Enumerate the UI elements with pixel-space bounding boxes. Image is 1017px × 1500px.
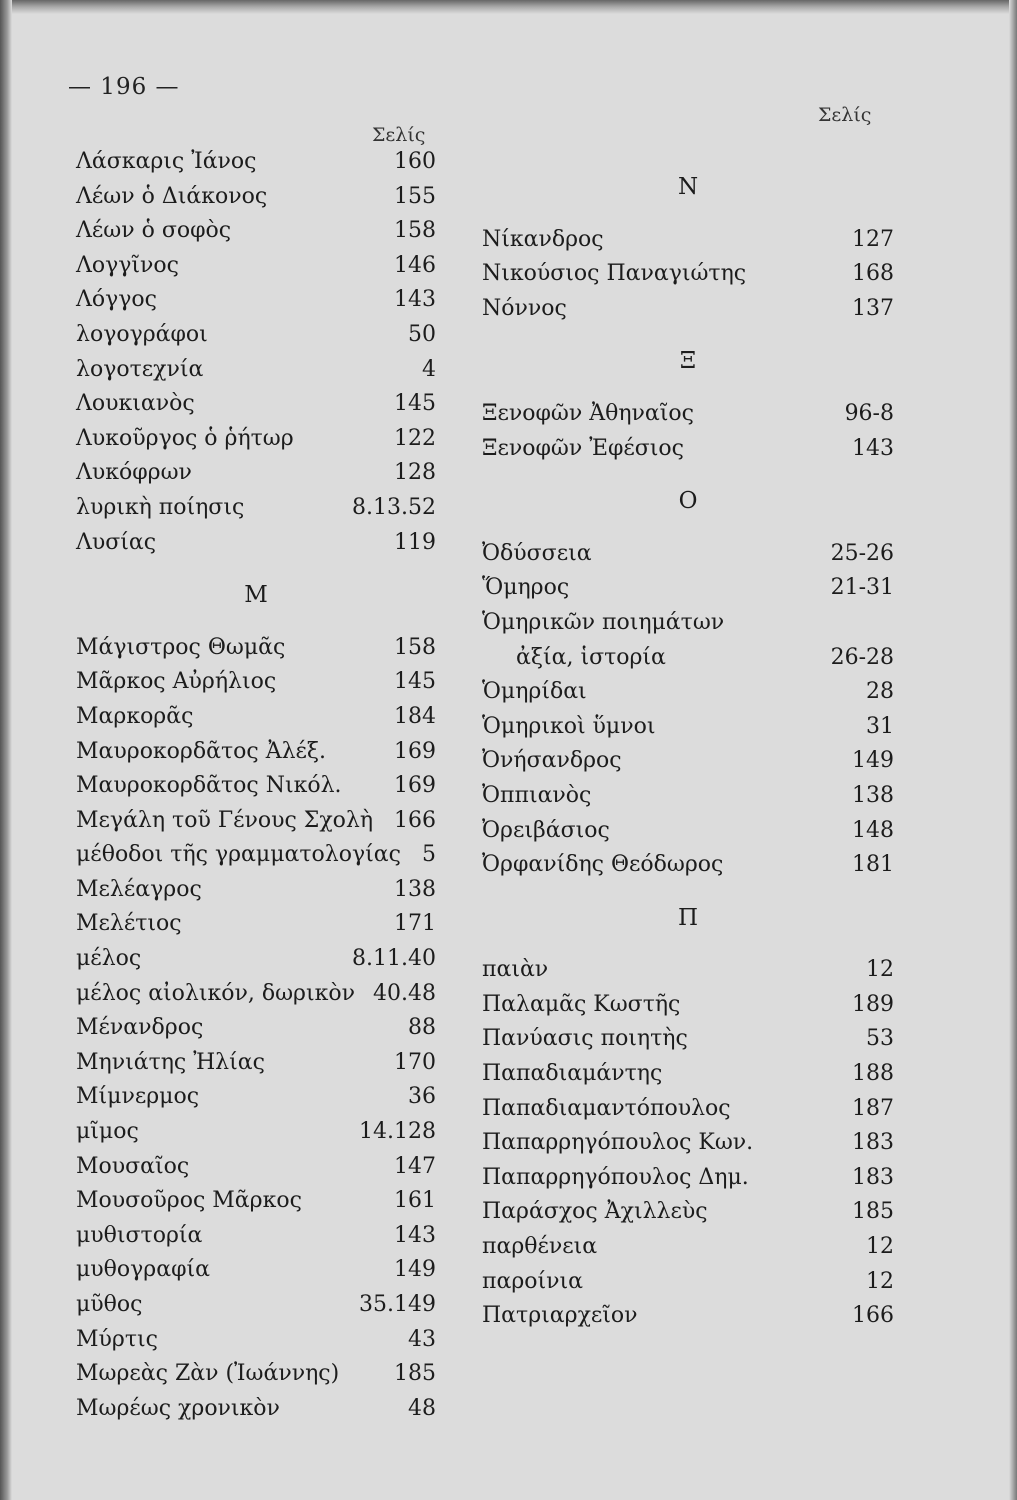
index-entry [76, 422, 436, 457]
entry-page: 35.149 [359, 1292, 436, 1317]
entry-page: 31 [866, 713, 894, 739]
entry-name: Ὀρειβάσιος [482, 817, 610, 843]
index-entry [76, 1357, 436, 1392]
index-entry [76, 1219, 436, 1254]
entry-page: 189 [852, 991, 894, 1017]
index-entry [482, 397, 894, 432]
index-right-column [482, 170, 894, 1334]
index-entry [76, 1115, 436, 1150]
entry-page: 12 [866, 1234, 894, 1260]
entry-page: 50 [408, 321, 436, 347]
entry-name: Μάγιστρος Θωμᾶς [76, 634, 286, 660]
entry-name: Ξενοφῶν Ἐφέσιος [482, 435, 684, 461]
index-entry [482, 606, 894, 641]
index-entry [482, 1161, 894, 1196]
entry-name: μέθοδοι τῆς γραμματολογίας [76, 842, 401, 868]
page-number: — 196 — [68, 74, 180, 100]
entry-name: Λάσκαρις Ἰάνος [76, 149, 257, 174]
entry-page: 12 [866, 1268, 894, 1294]
entry-name: Παπαρρηγόπουλος Κων. [482, 1130, 754, 1156]
entry-page: 119 [394, 529, 436, 555]
entry-name: Παλαμᾶς Κωστῆς [482, 991, 681, 1017]
entry-page: 53 [866, 1026, 894, 1052]
entry-name: Παράσχος Ἀχιλλεὺς [482, 1199, 708, 1225]
entry-name: μῖμος [76, 1119, 139, 1145]
index-entry [482, 1299, 894, 1334]
entry-name: Νόννος [482, 295, 567, 321]
entry-name: Μωρεὰς Ζὰν (Ἰωάννης) [76, 1361, 340, 1387]
index-entry [76, 942, 436, 977]
index-entry [482, 675, 894, 710]
entry-page: 168 [852, 261, 894, 287]
index-entry [76, 977, 436, 1012]
index-entry [76, 1011, 436, 1046]
entry-name: Νίκανδρος [482, 226, 604, 252]
index-entry [76, 180, 436, 215]
index-entry [482, 988, 894, 1023]
entry-page: 166 [394, 807, 436, 833]
index-entry [76, 769, 436, 804]
entry-name: Ὀππιανὸς [482, 782, 592, 808]
entry-page: 143 [852, 435, 894, 461]
entry-name: Μωρέως χρονικὸν [76, 1395, 280, 1421]
entry-name: Ὀρφανίδης Θεόδωρος [482, 852, 724, 878]
right-column-header: Σελίς [818, 104, 872, 126]
index-entry [76, 145, 436, 180]
entry-page: 21-31 [830, 575, 894, 601]
index-entry [76, 353, 436, 388]
page-edge-left [0, 0, 12, 1500]
section-m [76, 631, 436, 1427]
letter-heading-x: Ξ [679, 348, 697, 375]
index-entry [76, 491, 436, 526]
entry-page: 4 [422, 356, 436, 382]
entry-page: 145 [394, 391, 436, 417]
index-entry [482, 1230, 894, 1265]
index-entry [482, 848, 894, 883]
index-entry [482, 1195, 894, 1230]
entry-name: λογογράφοι [76, 321, 208, 347]
entry-page: 138 [394, 876, 436, 902]
entry-name: παρθένεια [482, 1234, 598, 1260]
section-n [482, 223, 894, 327]
entry-page: 188 [852, 1061, 894, 1087]
index-entry [76, 318, 436, 353]
entry-name: Μαυροκορδᾶτος Νικόλ. [76, 773, 342, 799]
entry-name: Πατριαρχεῖον [482, 1303, 638, 1329]
index-entry [76, 1253, 436, 1288]
index-entry [482, 257, 894, 292]
entry-page: 187 [852, 1095, 894, 1121]
entry-name: Παπαδιαμαντόπουλος [482, 1095, 731, 1121]
entry-name: Μᾶρκος Αὐρήλιος [76, 669, 277, 695]
entry-page: 145 [394, 669, 436, 695]
entry-page: 161 [394, 1188, 436, 1214]
section-o [482, 537, 894, 883]
entry-page: 158 [394, 218, 436, 244]
entry-name: ἀξία, ἱστορία [516, 644, 666, 670]
index-entry [76, 387, 436, 422]
entry-page: 43 [408, 1326, 436, 1352]
entry-name: Μαυροκορδᾶτος Ἀλέξ. [76, 738, 327, 764]
index-entry [76, 1080, 436, 1115]
entry-page: 28 [866, 679, 894, 705]
index-entry [482, 1265, 894, 1300]
entry-page: 185 [394, 1361, 436, 1387]
letter-heading-o: Ο [678, 488, 698, 515]
index-entry [76, 214, 436, 249]
entry-page: 146 [394, 252, 436, 278]
entry-name: Νικούσιος Παναγιώτης [482, 261, 747, 287]
entry-page: 149 [852, 748, 894, 774]
entry-name: Λουκιανὸς [76, 391, 195, 417]
index-entry [76, 700, 436, 735]
entry-page: 185 [852, 1199, 894, 1225]
index-entry [482, 432, 894, 467]
entry-page: 183 [852, 1164, 894, 1190]
entry-page: 169 [394, 738, 436, 764]
entry-name: Λυκοῦργος ὁ ῥήτωρ [76, 425, 294, 451]
index-entry [482, 1057, 894, 1092]
index-entry [76, 456, 436, 491]
entry-page: 40.48 [373, 980, 436, 1006]
entry-name: Πανύασις ποιητὴς [482, 1026, 688, 1052]
index-entry [482, 1022, 894, 1057]
page-edge-top [0, 0, 1017, 14]
entry-name: Μουσαῖος [76, 1153, 190, 1179]
entry-name: μυθογραφία [76, 1257, 210, 1283]
entry-name: Λυκόφρων [76, 460, 192, 486]
entry-name: Λόγγος [76, 287, 157, 313]
entry-page: 143 [394, 287, 436, 313]
index-entry [76, 249, 436, 284]
letter-heading-m: Μ [244, 582, 268, 609]
section-x [482, 397, 894, 466]
entry-page: 171 [394, 911, 436, 937]
entry-page: 181 [852, 852, 894, 878]
entry-page: 25-26 [830, 540, 894, 566]
index-entry [76, 1323, 436, 1358]
entry-name: Μεγάλη τοῦ Γένους Σχολὴ [76, 807, 374, 833]
entry-name: λυρικὴ ποίησις [76, 494, 245, 520]
entry-page: 12 [866, 957, 894, 983]
entry-page: 184 [394, 703, 436, 729]
index-entry [482, 1092, 894, 1127]
entry-page: 169 [394, 773, 436, 799]
entry-page: 8.11.40 [352, 946, 436, 972]
index-left-column [76, 145, 436, 1426]
index-entry [76, 1288, 436, 1323]
entry-name: Μένανδρος [76, 1015, 204, 1041]
entry-page: 147 [394, 1153, 436, 1179]
index-entry [76, 804, 436, 839]
entry-page: 96-8 [844, 400, 894, 426]
entry-page: 158 [394, 634, 436, 660]
entry-page: 48 [408, 1395, 436, 1421]
index-entry [482, 641, 894, 676]
entry-name: μέλος αἰολικόν, δωρικὸν [76, 980, 355, 1006]
index-entry [76, 1184, 436, 1219]
entry-name: Λέων ὁ Διάκονος [76, 183, 268, 209]
section-l [76, 145, 436, 560]
entry-name: Μουσοῦρος Μᾶρκος [76, 1188, 302, 1214]
entry-name: Μελέαγρος [76, 876, 202, 902]
entry-name: Παπαδιαμάντης [482, 1061, 663, 1087]
entry-page: 155 [394, 183, 436, 209]
index-entry [482, 223, 894, 258]
entry-name: Ὀδύσσεια [482, 540, 592, 566]
entry-page: 8.13.52 [352, 494, 436, 520]
index-entry [482, 537, 894, 572]
entry-name: Μαρκορᾶς [76, 703, 194, 729]
entry-name: λογοτεχνία [76, 356, 204, 382]
letter-heading-p: Π [677, 904, 699, 931]
entry-name: μῦθος [76, 1292, 143, 1317]
entry-page: 138 [852, 782, 894, 808]
index-entry [76, 907, 436, 942]
entry-page: 88 [408, 1015, 436, 1041]
entry-page: 149 [394, 1257, 436, 1283]
index-entry [482, 292, 894, 327]
index-entry [482, 571, 894, 606]
entry-name: Ὁμηρίδαι [482, 679, 587, 705]
entry-name: Μηνιάτης Ἠλίας [76, 1049, 265, 1075]
entry-name: μέλος [76, 946, 142, 972]
index-entry [76, 1150, 436, 1185]
entry-page: 127 [852, 226, 894, 252]
entry-name: μυθιστορία [76, 1222, 203, 1248]
entry-name: παιὰν [482, 957, 549, 983]
entry-page: 148 [852, 817, 894, 843]
index-entry [482, 779, 894, 814]
entry-page: 183 [852, 1130, 894, 1156]
entry-name: Ὁμηρικῶν ποιημάτων [482, 609, 725, 635]
index-entry [76, 526, 436, 561]
entry-name: Παπαρρηγόπουλος Δημ. [482, 1164, 749, 1190]
page-edge-right [1009, 0, 1017, 1500]
index-entry [482, 814, 894, 849]
section-p [482, 953, 894, 1334]
index-entry [482, 744, 894, 779]
letter-heading-n: Ν [677, 174, 699, 200]
entry-name: Ξενοφῶν Ἀθηναῖος [482, 400, 694, 426]
entry-page: 166 [852, 1303, 894, 1329]
entry-name: Λυσίας [76, 529, 157, 555]
index-entry [76, 283, 436, 318]
index-entry [482, 710, 894, 745]
entry-page: 122 [394, 425, 436, 451]
index-entry [76, 665, 436, 700]
entry-page: 160 [394, 149, 436, 174]
entry-name: παροίνια [482, 1268, 583, 1294]
left-column-header: Σελίς [372, 124, 426, 146]
entry-page: 5 [422, 842, 436, 868]
index-entry [482, 953, 894, 988]
entry-name: Μύρτις [76, 1326, 158, 1352]
index-entry [76, 735, 436, 770]
entry-name: Ὅμηρος [482, 575, 570, 601]
entry-page: 26-28 [830, 644, 894, 670]
index-entry [76, 631, 436, 666]
index-entry [482, 1126, 894, 1161]
entry-page: 143 [394, 1222, 436, 1248]
entry-name: Μελέτιος [76, 911, 182, 937]
index-entry [76, 873, 436, 908]
entry-page: 36 [408, 1084, 436, 1110]
index-entry [76, 1392, 436, 1427]
entry-page: 170 [394, 1049, 436, 1075]
entry-name: Λέων ὁ σοφὸς [76, 218, 232, 244]
entry-page: 137 [852, 295, 894, 321]
entry-name: Μίμνερμος [76, 1084, 200, 1110]
index-entry [76, 1046, 436, 1081]
index-entry [76, 838, 436, 873]
entry-page: 14.128 [359, 1119, 436, 1145]
entry-name: Ὀνήσανδρος [482, 748, 622, 774]
entry-name: Λογγῖνος [76, 252, 179, 278]
entry-page: 128 [394, 460, 436, 486]
entry-name: Ὁμηρικοὶ ὕμνοι [482, 713, 656, 739]
